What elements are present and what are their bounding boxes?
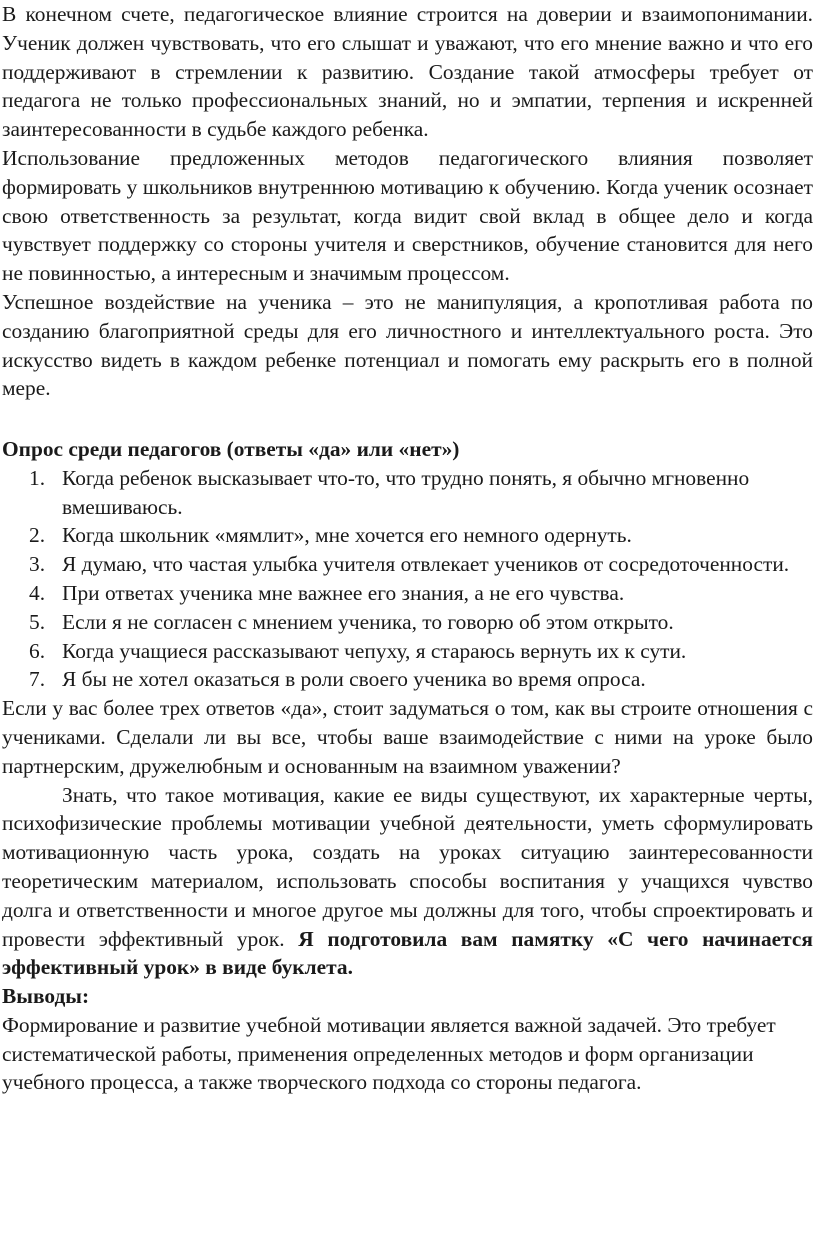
survey-item-number: 5.: [29, 609, 46, 634]
survey-item-text: Если я не согласен с мнением ученика, то говорю об этом открыто.: [62, 609, 674, 634]
paragraph-motivation: [2, 781, 813, 983]
paragraph-methods: Использование предложенных методов педагогического влияния позволяет формировать у школьников внутреннюю мотивацию к обучению. Когда ученик осознает свою ответственность за результат, когда видит свой вклад в общее дело и когда чувствует поддержку со стороны учителя и сверстников, обучение становится для него не повинностью, а интересным и значимым процессом.: [2, 145, 813, 286]
paragraph-motivation-text: Знать, что такое мотивация, какие ее виды существуют, их характерные черты, психофизические проблемы мотивации учебной деятельности, уметь сформулировать мотивационную часть урока, создать на уроках ситуацию заинтересованности теоретическим материалом, использовать способы воспитания у учащихся чувство долга и ответственности и многое другое мы должны для того, чтобы спроектировать и провести эффективный урок.: [2, 782, 813, 951]
survey-item: [2, 637, 813, 666]
survey-item-number: 7.: [29, 667, 46, 692]
survey-item: [2, 665, 813, 694]
survey-item-number: 3.: [29, 552, 46, 577]
paragraph-survey-result: Если у вас более трех ответов «да», стоит задуматься о том, как вы строите отношения с учениками. Сделали ли вы все, чтобы ваше взаимодействие с ними на уроке было партнерским, дружелюбным и основанным на взаимном уважении?: [2, 696, 813, 778]
paragraph-conclusions: Формирование и развитие учебной мотивации является важной задачей. Это требует систематической работы, применения определенных методов и форм организации учебного процесса, а также творческого подхода со стороны педагога.: [2, 1012, 776, 1095]
paragraph-trust: В конечном счете, педагогическое влияние строится на доверии и взаимопонимании. Ученик должен чувствовать, что его слышат и уважают, что его мнение важно и что его поддерживают в стремлении к развитию. Создание такой атмосферы требует от педагога не только профессиональных знаний, но и эмпатии, терпения и искренней заинтересованности в судьбе каждого ребенка.: [2, 2, 813, 142]
survey-heading: Опрос среди педагогов (ответы «да» или «нет»): [2, 436, 460, 461]
survey-item-text: Я думаю, что частая улыбка учителя отвлекает учеников от сосредоточенности.: [62, 552, 790, 577]
paragraph-motivation-bold: Я подготовила вам памятку «С чего начинается эффективный урок» в виде буклета.: [2, 926, 813, 980]
survey-item-number: 4.: [29, 580, 46, 605]
survey-item: [2, 464, 813, 522]
survey-item: [2, 521, 813, 550]
survey-item-number: 2.: [29, 523, 46, 548]
survey-item: [2, 579, 813, 608]
survey-item-text: Когда учащиеся рассказывают чепуху, я стараюсь вернуть их к сути.: [62, 638, 687, 663]
paragraph-influence: Успешное воздействие на ученика – это не манипуляция, а кропотливая работа по созданию благоприятной среды для его личностного и интеллектуального роста. Это искусство видеть в каждом ребенке потенциал и помогать ему раскрыть его в полной мере.: [2, 289, 813, 401]
blank-line: [2, 403, 813, 432]
survey-item-text: Когда школьник «мямлит», мне хочется его немного одернуть.: [62, 523, 632, 548]
survey-item-number: 6.: [29, 638, 46, 663]
survey-item: [2, 550, 813, 579]
survey-item-number: 1.: [29, 465, 46, 490]
survey-list: [2, 464, 813, 694]
survey-item-text: Когда ребенок высказывает что-то, что трудно понять, я обычно мгновенно вмешиваюсь.: [62, 465, 750, 519]
survey-item-text: При ответах ученика мне важнее его знания, а не его чувства.: [62, 580, 625, 605]
survey-item: [2, 608, 813, 637]
conclusions-heading: Выводы:: [2, 984, 90, 1009]
survey-item-text: Я бы не хотел оказаться в роли своего ученика во время опроса.: [62, 667, 646, 692]
